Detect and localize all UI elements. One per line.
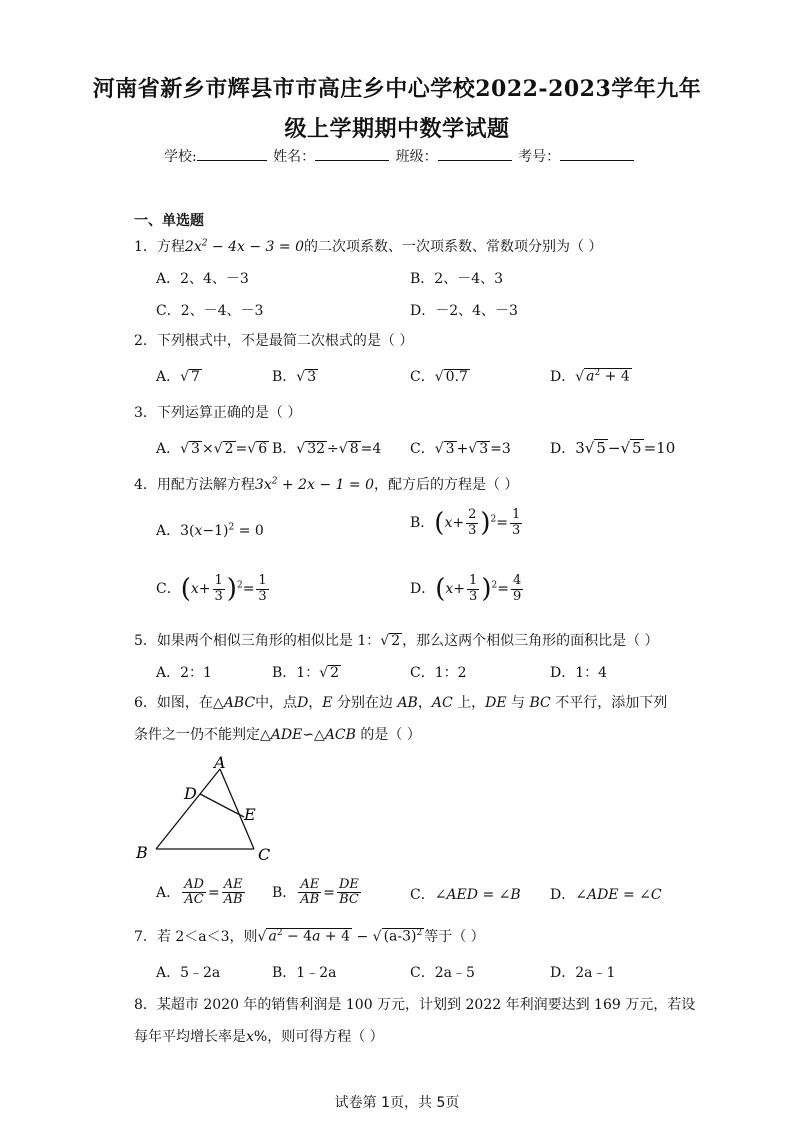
question-2: 2．下列根式中，不是最简二次根式的是（ ）: [134, 333, 414, 349]
q2-option-a[interactable]: A．√ 7: [156, 369, 200, 385]
exam-title-line2: 级上学期期中数学试题: [284, 116, 510, 142]
q5-option-a[interactable]: A．2：1: [156, 665, 212, 681]
q1-option-d[interactable]: D．－2、4、－3: [410, 303, 518, 319]
q4-option-d[interactable]: D．(x+ $\frac{1}{3}$ )$^2$= $\frac{4}{9}$: [410, 573, 522, 604]
q2-option-d[interactable]: D．√ $a^2 + 4$: [550, 368, 630, 385]
q7-option-a[interactable]: A．5﹣2a: [156, 965, 221, 981]
question-6-line1: 6．如图，在△ABC中，点D，E 分别在边 AB，AC 上，DE 与 BC 不平行，添加下列: [134, 695, 668, 711]
exam-no-blank[interactable]: [560, 146, 634, 161]
student-info-line: [164, 146, 636, 166]
vertex-a-label: A: [214, 753, 226, 772]
name-label: 姓名：: [273, 149, 316, 165]
school-label: 学校:: [164, 149, 197, 165]
vertex-c-label: C: [258, 845, 271, 864]
q3-option-a[interactable]: A．√ 3 ×√ 2 =√ 6: [156, 441, 268, 457]
q6-option-d[interactable]: D．∠ADE = ∠C: [550, 887, 662, 903]
q7-option-c[interactable]: C．2a﹣5: [410, 965, 475, 981]
question-7: 7．若 2＜a＜3，则√ $a^2 - 4a + 4$ − √ $(a-3)^2$ 等于（ ）: [134, 928, 485, 945]
class-label: 班级：: [395, 149, 438, 165]
exam-no-label: 考号：: [518, 149, 561, 165]
q4-option-b[interactable]: B．(x+ $\frac{2}{3}$ )$^2$= $\frac{1}{3}$: [410, 507, 521, 538]
q7-option-d[interactable]: D．2a﹣1: [550, 965, 616, 981]
class-blank[interactable]: [438, 146, 512, 161]
vertex-d-label: D: [184, 784, 197, 803]
q7-option-b[interactable]: B．1﹣2a: [272, 965, 337, 981]
q2-option-b[interactable]: B．√ 3: [272, 369, 317, 385]
q3-option-d[interactable]: D．3√ 5 −√ 5 =10: [550, 439, 676, 457]
q3-option-b[interactable]: B．√ 32 ÷√ 8 =4: [272, 441, 382, 457]
question-1: 1．方程$2x^2 - 4x - 3 = 0$的二次项系数、一次项系数、常数项分别为（ ）: [134, 238, 603, 255]
q2-option-c[interactable]: C．√ 0.7: [410, 369, 468, 385]
q6-option-c[interactable]: C．∠AED = ∠B: [410, 887, 521, 903]
exam-title-line1: 河南省新乡市辉县市市高庄乡中心学校2022-2023学年九年: [92, 76, 702, 102]
q5-option-b[interactable]: B．1：√ 2: [272, 665, 340, 681]
name-blank[interactable]: [315, 146, 389, 161]
q4-option-a[interactable]: A．$3(x-1)^2 = 0$: [156, 522, 264, 539]
question-8-line2: 每年平均增长率是x%，则可得方程（ ）: [134, 1029, 384, 1045]
q5-option-c[interactable]: C．1：2: [410, 665, 467, 681]
q6-option-a[interactable]: A． $\frac{AD}{AC}$ = $\frac{AE}{AB}$: [156, 877, 243, 908]
section-heading: 一、单选题: [134, 213, 204, 229]
school-blank[interactable]: [197, 146, 267, 161]
q1-option-a[interactable]: A．2、4、－3: [156, 271, 249, 287]
question-5: 5．如果两个相似三角形的相似比是 1：√ 2 ，那么这两个相似三角形的面积比是（ ）: [134, 633, 659, 649]
q5-option-d[interactable]: D．1：4: [550, 665, 608, 681]
question-4: 4．用配方法解方程$3x^2 + 2x - 1 = 0$，配方后的方程是（ ）: [134, 476, 519, 493]
q1-option-c[interactable]: C．2、－4、－3: [156, 303, 264, 319]
question-6-line2: 条件之一仍不能判定△ADE∽△ACB 的是（ ）: [134, 727, 421, 743]
q3-option-c[interactable]: C．√ 3 +√ 3 =3: [410, 441, 511, 457]
vertex-e-label: E: [244, 805, 256, 824]
page-footer: 试卷第 1页，共 5页: [334, 1095, 460, 1111]
question-8-line1: 8．某超市 2020 年的销售利润是 100 万元，计划到 2022 年利润要达到 169 万元，若设: [134, 997, 696, 1013]
vertex-b-label: B: [136, 843, 148, 862]
q4-option-c[interactable]: C．(x+ $\frac{1}{3}$ )$^2$= $\frac{1}{3}$: [156, 573, 267, 604]
question-3: 3．下列运算正确的是（ ）: [134, 405, 302, 421]
triangle-figure: [134, 752, 284, 864]
q1-option-b[interactable]: B．2、－4、3: [410, 271, 504, 287]
q6-option-b[interactable]: B． $\frac{AE}{AB}$ = $\frac{DE}{BC}$: [272, 877, 359, 908]
